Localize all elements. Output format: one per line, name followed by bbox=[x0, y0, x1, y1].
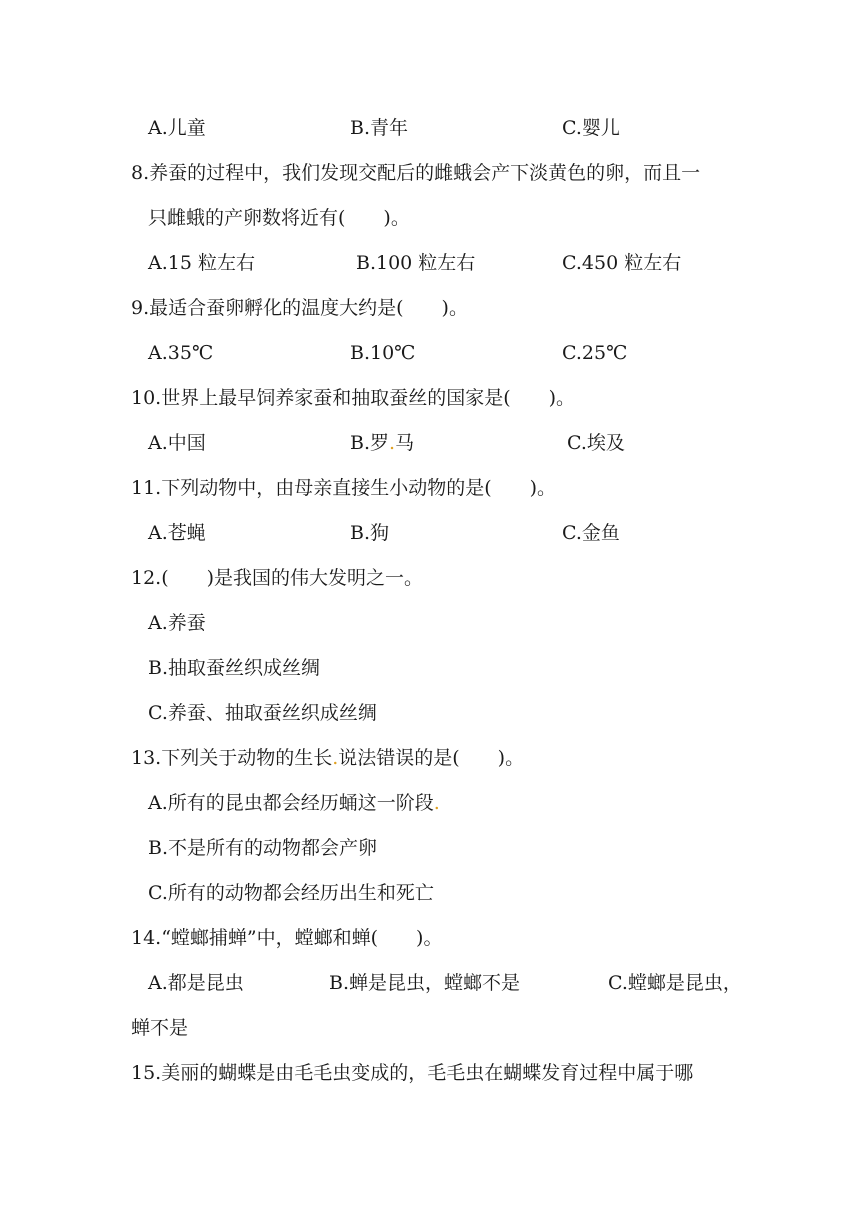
q8-option-a: A.15 粒左右 bbox=[148, 252, 255, 274]
q12-option-a: A.养蚕 bbox=[148, 612, 206, 634]
q13-option-a bbox=[148, 790, 440, 816]
q11-option-c: C.金鱼 bbox=[562, 522, 620, 544]
q12-option-b: B.抽取蚕丝织成丝绸 bbox=[148, 657, 321, 679]
q13-stem-part1: 13.下列关于动物的生长 bbox=[131, 747, 333, 769]
q13-option-c: C.所有的动物都会经历出生和死亡 bbox=[148, 882, 434, 904]
q7-option-b: B.青年 bbox=[350, 117, 409, 139]
q11-option-b: B.狗 bbox=[350, 522, 390, 544]
q12-option-c: C.养蚕、抽取蚕丝织成丝绸 bbox=[148, 702, 377, 724]
q14-option-c: C.螳螂是昆虫， bbox=[608, 972, 742, 994]
q13-option-a-text: A.所有的昆虫都会经历蛹这一阶段 bbox=[148, 792, 434, 814]
q15-stem: 15.美丽的蝴蝶是由毛毛虫变成的，毛毛虫在蝴蝶发育过程中属于哪 bbox=[131, 1062, 694, 1084]
q9-stem: 9.最适合蚕卵孵化的温度大约是( )。 bbox=[131, 297, 468, 319]
q8-option-b: B.100 粒左右 bbox=[356, 252, 476, 274]
q13-stem bbox=[131, 745, 524, 771]
q11-stem: 11.下列动物中，由母亲直接生小动物的是( )。 bbox=[131, 477, 557, 499]
q10-option-b-part2: 马 bbox=[395, 432, 415, 454]
q11-option-a: A.苍蝇 bbox=[148, 522, 206, 544]
q9-option-a: A.35℃ bbox=[148, 342, 214, 364]
q9-option-c: C.25℃ bbox=[562, 342, 628, 364]
q9-option-b: B.10℃ bbox=[350, 342, 416, 364]
q8-stem-line2: 只雌蛾的产卵数将近有( )。 bbox=[148, 207, 410, 229]
q14-option-b: B.蝉是昆虫，螳螂不是 bbox=[329, 972, 521, 994]
q14-option-c-continuation: 蝉不是 bbox=[131, 1017, 189, 1039]
q12-stem: 12.( )是我国的伟大发明之一。 bbox=[131, 567, 424, 589]
q14-option-a: A.都是昆虫 bbox=[148, 972, 244, 994]
stray-dot-mark: . bbox=[433, 792, 440, 814]
q10-option-a: A.中国 bbox=[148, 432, 206, 454]
q10-stem: 10.世界上最早饲养家蚕和抽取蚕丝的国家是( )。 bbox=[131, 387, 576, 409]
q8-stem-line1: 8.养蚕的过程中，我们发现交配后的雌蛾会产下淡黄色的卵，而且一 bbox=[131, 162, 701, 184]
q7-option-c: C.婴儿 bbox=[562, 117, 620, 139]
q13-option-b: B.不是所有的动物都会产卵 bbox=[148, 837, 378, 859]
q13-stem-part2: 说法错误的是( )。 bbox=[338, 747, 525, 769]
stray-dot-mark: . bbox=[332, 747, 339, 769]
q8-option-c: C.450 粒左右 bbox=[562, 252, 682, 274]
q7-option-a: A.儿童 bbox=[148, 117, 206, 139]
q10-option-c: C.埃及 bbox=[567, 432, 625, 454]
q10-option-b-part1: B.罗 bbox=[350, 432, 390, 454]
q10-option-b bbox=[350, 430, 414, 456]
q14-stem: 14.“螳螂捕蝉”中，螳螂和蝉( )。 bbox=[131, 927, 443, 949]
stray-dot-mark: . bbox=[389, 432, 396, 454]
